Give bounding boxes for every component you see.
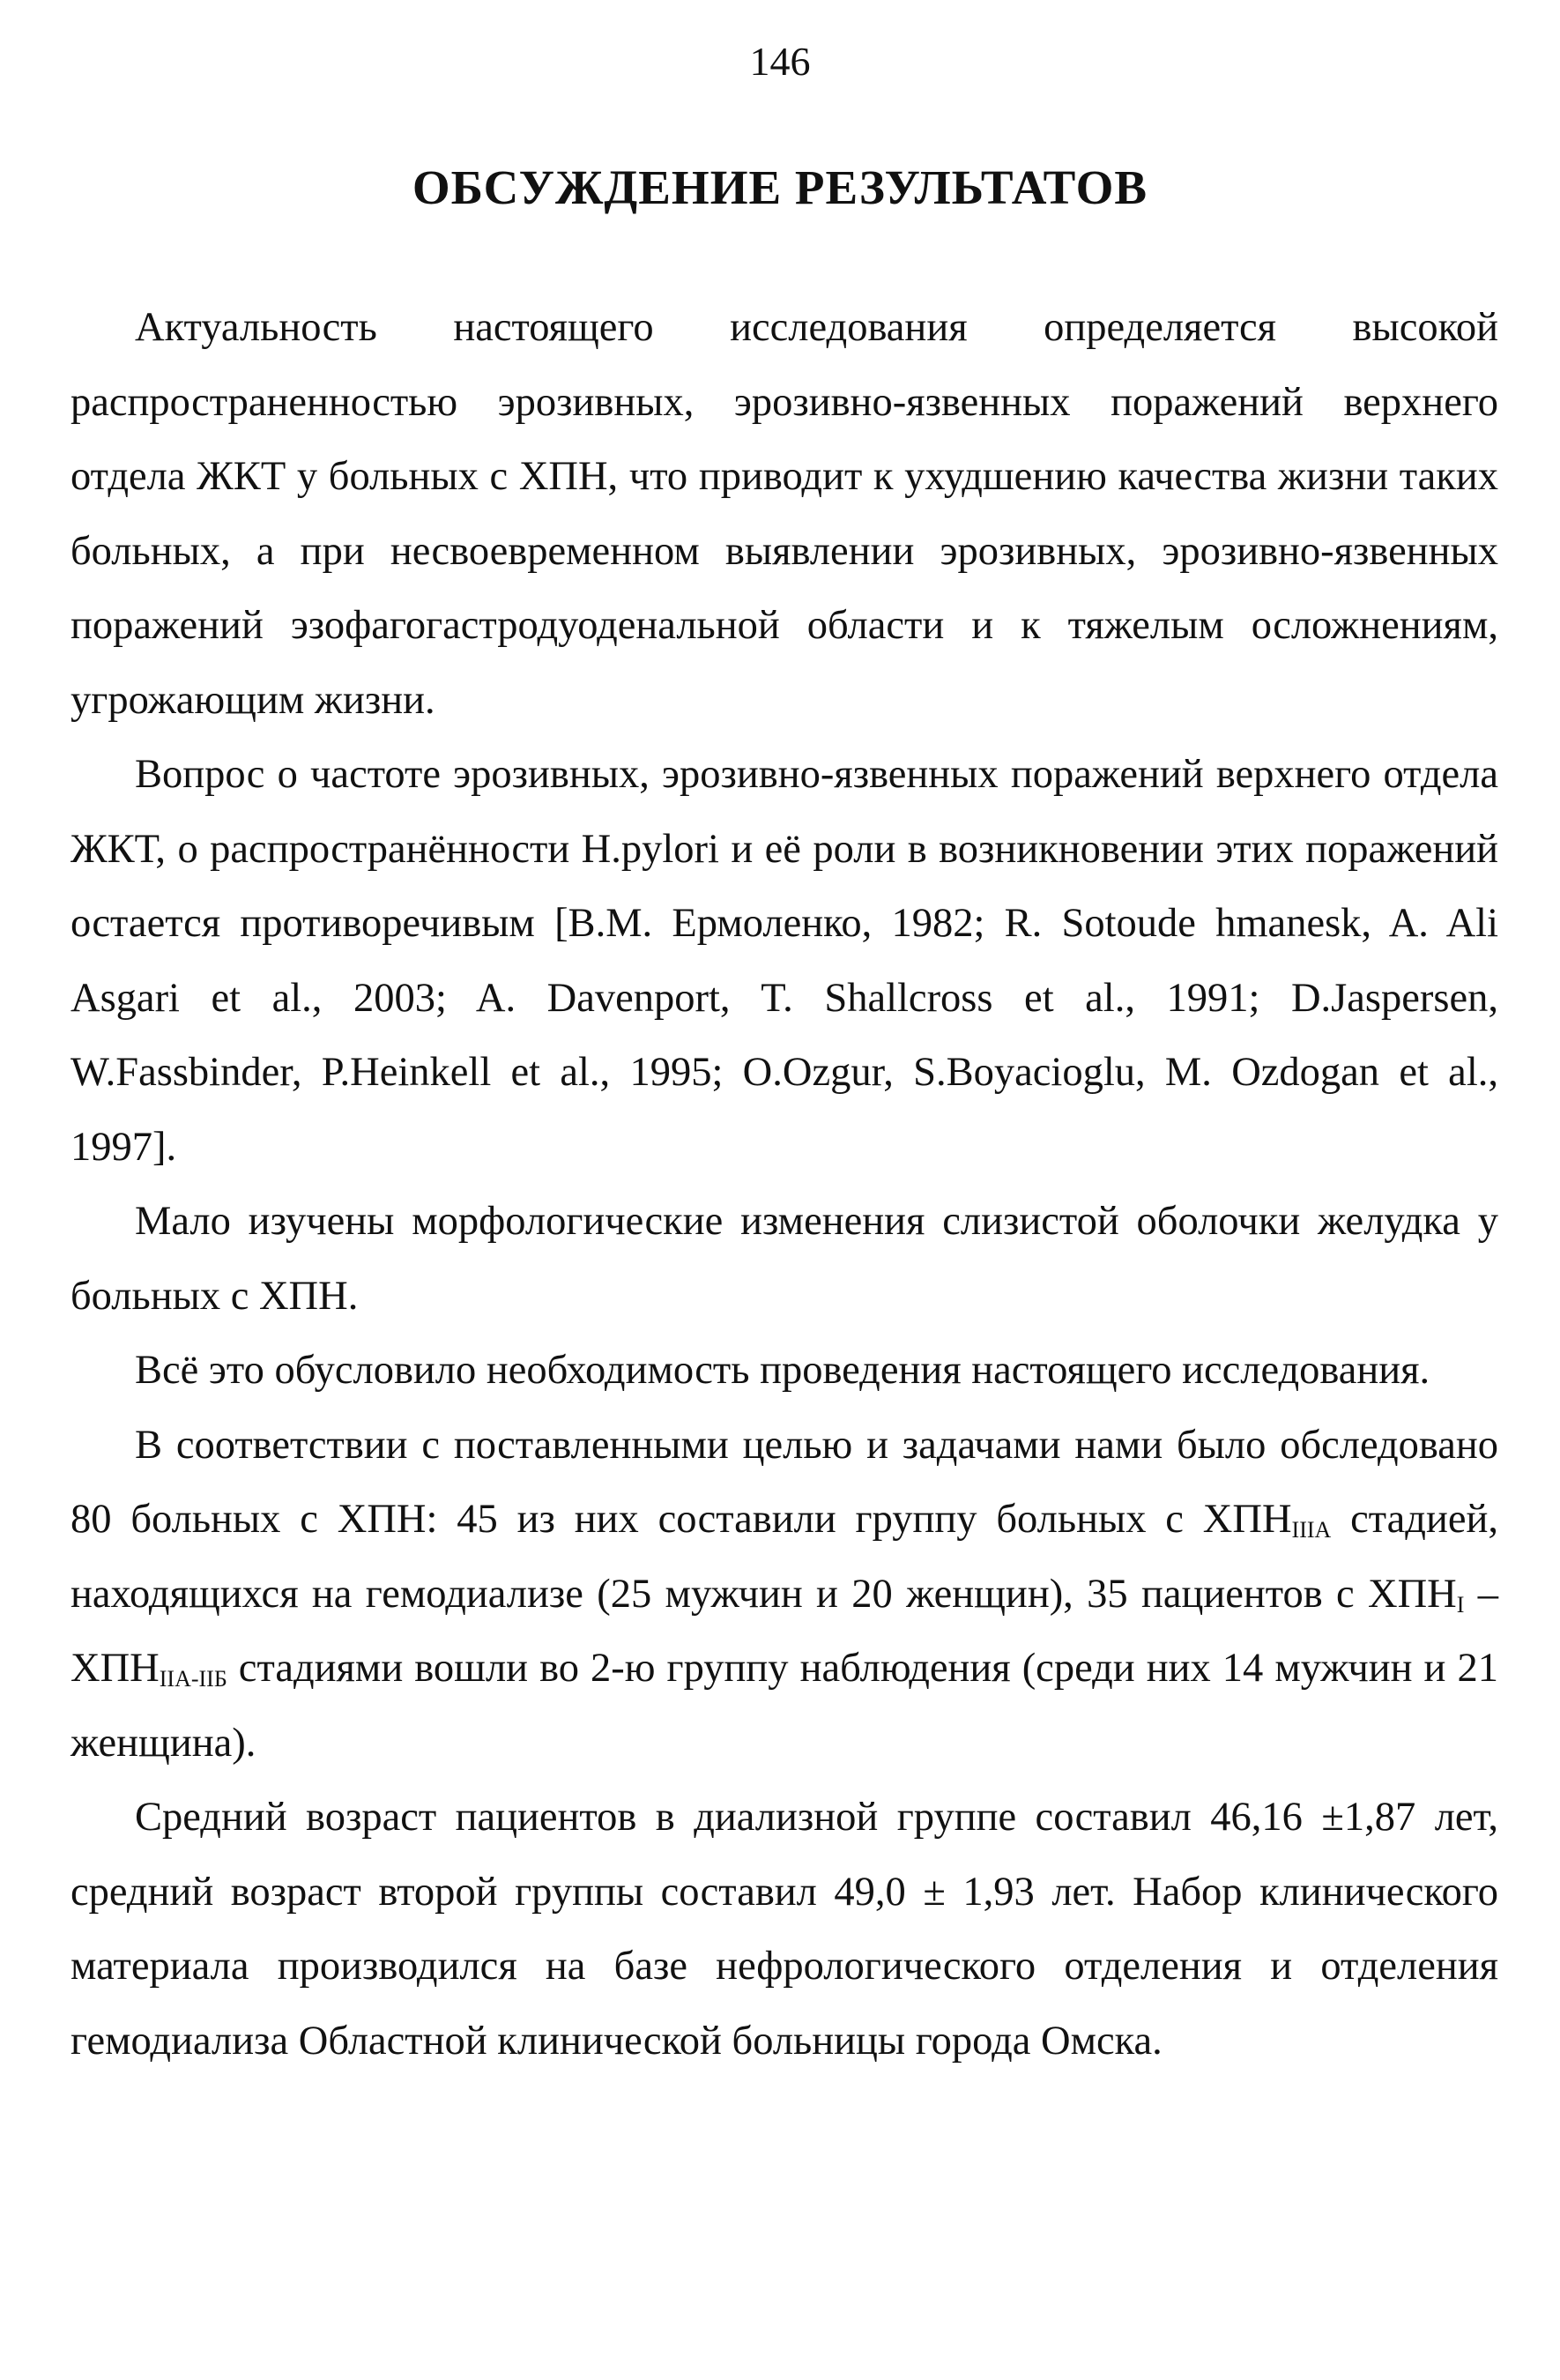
paragraph-necessity: Всё это обусловило необходимость проведения настоящего исследования. [135,1348,1430,1393]
paragraph-patients [71,1409,1498,1781]
stage-subscript-i: I [1456,1591,1465,1618]
patients-text-part-d: стадиями вошли во 2-ю группу наблюдения (среди них 14 мужчин и 21 женщина). [71,1646,1498,1766]
stage-subscript-iia-iib: IIA-IIБ [159,1666,227,1692]
patients-text-part-b: стадией, находящихся на гемодиализе (25 мужчин и 20 женщин), 35 пациентов с ХПН [71,1497,1498,1617]
document-body [71,291,1498,2079]
paragraph-morphology: Мало изучены морфологические изменения слизистой оболочки желудка у больных с ХПН. [71,1199,1498,1319]
stage-subscript-iiia: IIIA [1291,1517,1332,1543]
patients-text-part-c: – ХПН [71,1571,1498,1691]
paragraph-age: Средний возраст пациентов в диализной группе составил 46,16 ±1,87 лет, средний возраст второй группы составил 49,0 ± 1,93 лет. Набор клинического материала производился на базе нефрологического отделения и отделения гемодиализа Областной клинической больницы города Омска. [71,1795,1498,2064]
patients-text-part-a: В соответствии с поставленными целью и задачами нами было обследовано 80 больных с ХПН: 45 из них составили группу больных с ХПН [71,1422,1498,1542]
paragraph-relevance: Актуальность настоящего исследования определяется высокой распространенностью эрозивных, эрозивно-язвенных поражений верхнего отдела ЖКТ у больных с ХПН, что приводит к ухудшению качества жизни таких больных, а при несвоевременном выявлении эрозивных, эрозивно-язвенных поражений эзофагогастродуоденальной области и к тяжелым осложнениям, угрожающим жизни. [71,305,1498,723]
paragraph-hpylori-question: Вопрос о частоте эрозивных, эрозивно-язвенных поражений верхнего отдела ЖКТ, о распространённости H.pylori и её роли в возникновении этих поражений остается противоречивым [В.М. Ермоленко, 1982; R. Sotoude hmanesk, A. Ali Asgari et al., 2003; A. Davenport, T. Shallcross et al., 1991; D.Jaspersen, W.Fassbinder, P.Heinkell et al., 1995; O.Ozgur, S.Boyacioglu, M. Ozdogan et al., 1997]. [71,752,1498,1170]
page-title: ОБСУЖДЕНИЕ РЕЗУЛЬТАТОВ [412,160,1148,214]
page-number: 146 [749,39,811,84]
